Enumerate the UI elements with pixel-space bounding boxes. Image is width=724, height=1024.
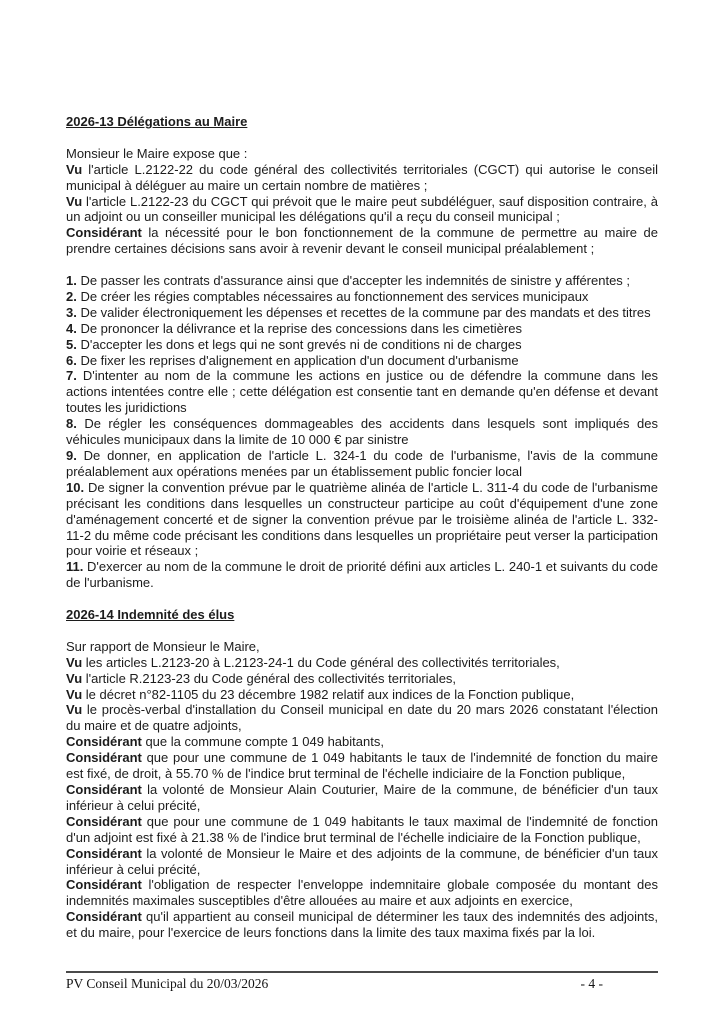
- lead-word: 1.: [66, 273, 77, 289]
- list-item: 8. De régler les conséquences dommageables des accidents dans lesquels sont impliqués des véhicules municipaux dans la limite de 10 000 € par sinistre: [66, 416, 658, 448]
- paragraph: Monsieur le Maire expose que :: [66, 145, 248, 161]
- lead-word: 9.: [66, 448, 77, 463]
- section-heading-text: 2026-13 Délégations au Maire: [66, 114, 248, 129]
- paragraph: Considérant que pour une commune de 1 049 habitants le taux maximal de l'indemnité de fonction d'un adjoint est fixé à 21.38 % de l'indice brut terminal de l'échelle indiciaire de la Fonction publique,: [66, 813, 658, 845]
- lead-word: 2.: [66, 288, 77, 304]
- paragraph: Vu l'article R.2123-23 du Code général des collectivités territoriales,: [66, 670, 457, 686]
- list-item: 6. De fixer les reprises d'alignement en application d'un document d'urbanisme: [66, 352, 519, 368]
- paragraph: Considérant que la commune compte 1 049 habitants,: [66, 734, 384, 750]
- lead-word: Considérant: [66, 877, 142, 893]
- footer-divider: [66, 971, 658, 973]
- paragraph: Vu le procès-verbal d'installation du Conseil municipal en date du 20 mars 2026 constatant l'élection du maire et de quatre adjoints,: [66, 702, 658, 734]
- lead-word: Considérant: [66, 750, 142, 766]
- footer-document-title: PV Conseil Municipal du 20/03/2026: [66, 976, 269, 991]
- paragraph: Considérant qu'il appartient au conseil municipal de déterminer les taux des indemnités des adjoints, et du maire, pour l'exercice de leurs fonctions dans la limite des taux maxima fixés par la loi.: [66, 909, 658, 941]
- blank-line: [66, 130, 658, 146]
- paragraph: Sur rapport de Monsieur le Maire,: [66, 638, 260, 654]
- lead-word: Vu: [66, 702, 83, 718]
- lead-word: 10.: [66, 479, 85, 495]
- paragraph: Considérant que pour une commune de 1 049 habitants le taux de l'indemnité de fonction du maire est fixé, de droit, à 55.70 % de l'indice brut terminal de l'échelle indiciaire de la Fonction publique,: [66, 750, 658, 782]
- paragraph: Considérant la nécessité pour le bon fonctionnement de la commune de permettre au maire de prendre certaines décisions sans avoir à revenir devant le conseil municipal préalablement ;: [66, 225, 658, 257]
- lead-word: 6.: [66, 352, 77, 368]
- lead-word: Vu: [66, 654, 83, 670]
- lead-word: Considérant: [66, 734, 142, 750]
- list-item: 9. De donner, en application de l'article L. 324-1 du code de l'urbanisme, l'avis de la commune préalablement aux opérations menées par un établissement public foncier local: [66, 448, 658, 479]
- lead-word: 11.: [66, 559, 84, 575]
- paragraph: Considérant l'obligation de respecter l'enveloppe indemnitaire globale composée du montant des indemnités maximales susceptibles d'être allouées au maire et aux adjoints en exercice,: [66, 877, 658, 909]
- lead-word: 7.: [66, 368, 77, 384]
- list-item: 3. De valider électroniquement les dépenses et recettes de la commune par des mandats et des titres: [66, 304, 651, 320]
- lead-word: Vu: [66, 686, 83, 702]
- paragraph: Vu les articles L.2123-20 à L.2123-24-1 du Code général des collectivités territoriales,: [66, 654, 560, 670]
- footer-text-row: [66, 976, 658, 992]
- section-heading: [66, 607, 658, 623]
- lead-word: 4.: [66, 320, 77, 336]
- list-item: 2. De créer les régies comptables nécessaires au fonctionnement des services municipaux: [66, 288, 589, 304]
- list-item: 4. De prononcer la délivrance et la reprise des concessions dans les cimetières: [66, 320, 522, 336]
- paragraph: Vu l'article L.2122-23 du CGCT qui prévoit que le maire peut subdéléguer, sauf disposition contraire, à un adjoint ou un conseiller municipal les délégations qu'il a reçu du conseil municipal ;: [66, 193, 658, 225]
- lead-word: Vu: [66, 193, 83, 209]
- document-body: [66, 114, 658, 941]
- lead-word: 3.: [66, 304, 77, 320]
- section-heading-text: 2026-14 Indemnité des élus: [66, 607, 235, 623]
- paragraph: Considérant la volonté de Monsieur le Maire et des adjoints de la commune, de bénéficier d'un taux inférieur à celui précité,: [66, 845, 658, 877]
- list-item: 5. D'accepter les dons et legs qui ne sont grevés ni de conditions ni de charges: [66, 336, 522, 352]
- list-item: 1. De passer les contrats d'assurance ainsi que d'accepter les indemnités de sinistre y afférentes ;: [66, 273, 631, 289]
- lead-word: Considérant: [66, 225, 142, 241]
- lead-word: 5.: [66, 336, 77, 352]
- lead-word: Considérant: [66, 813, 142, 829]
- blank-line: [66, 257, 658, 273]
- page-footer: [66, 971, 658, 992]
- lead-word: Considérant: [66, 845, 142, 861]
- list-item: 11. D'exercer au nom de la commune le droit de priorité défini aux articles L. 240-1 et suivants du code de l'urbanisme.: [66, 559, 658, 591]
- blank-line: [66, 591, 658, 607]
- lead-word: Considérant: [66, 909, 142, 925]
- lead-word: 8.: [66, 416, 77, 432]
- blank-line: [66, 623, 658, 639]
- footer-page-number: - 4 -: [580, 976, 603, 991]
- section-heading: [66, 114, 658, 130]
- lead-word: Considérant: [66, 782, 142, 797]
- paragraph: Vu l'article L.2122-22 du code général des collectivités territoriales (CGCT) qui autorise le conseil municipal à déléguer au maire un certain nombre de matières ;: [66, 161, 658, 193]
- paragraph: Vu le décret n°82-1105 du 23 décembre 1982 relatif aux indices de la Fonction publique,: [66, 686, 575, 702]
- lead-word: Vu: [66, 161, 83, 177]
- list-item: 7. D'intenter au nom de la commune les actions en justice ou de défendre la commune dans les actions intentées contre elle ; cette délégation est consentie tant en demande qu'en défense et devant toutes les juridictions: [66, 368, 658, 416]
- lead-word: Vu: [66, 670, 83, 686]
- list-item: 10. De signer la convention prévue par le quatrième alinéa de l'article L. 311-4 du code de l'urbanisme précisant les conditions dans lesquelles un constructeur participe au coût d'équipement d'une zone d'aménagement concerté et de signer la convention prévue par le troisième alinéa de l'article L. 332-11-2 du même code précisant les conditions dans lesquelles un propriétaire peut verser la participation pour voirie et réseaux ;: [66, 479, 658, 559]
- paragraph: Considérant la volonté de Monsieur Alain Couturier, Maire de la commune, de bénéficier d'un taux inférieur à celui précité,: [66, 782, 658, 813]
